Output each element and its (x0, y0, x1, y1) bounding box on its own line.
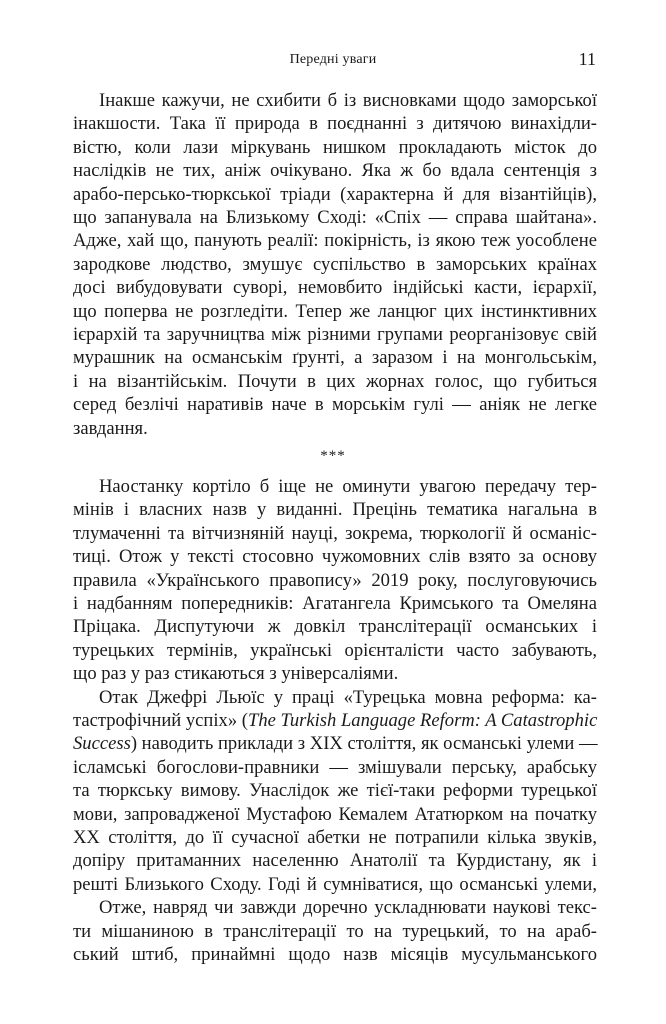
text-line: мінів і власних назв у виданні. Прецінь тематика нагальна в (73, 499, 597, 520)
text-line: Пріцака. Диспутуючи ж довкіл транслітерації османських і (73, 616, 597, 637)
text-line: ісламські богослови-правники — змішували перську, арабську (73, 757, 597, 778)
text-line: Отже, навряд чи завжди доречно ускладнювати наукові текс- (99, 897, 597, 918)
text-line: Наостанку кортіло б іще не оминути увагою передачу тер- (99, 476, 597, 497)
text-line: що поперва не розгледіти. Тепер же ланцюг цих інстинктивних (73, 301, 597, 322)
page-number: 11 (578, 49, 596, 69)
text-run: ) наводить приклади з XIX століття, як османські улеми — (130, 733, 598, 754)
text-line: завдання. (73, 418, 148, 439)
text-line: допіру притаманних населенню Анатолії та Курдистану, як і (73, 850, 597, 871)
text-line: тлумаченні та вітчизняній науці, зокрема, тюркології й османіс- (73, 523, 597, 544)
text-line: решті Близького Сходу. Годі й сумніватися, що османські улеми, (73, 874, 597, 895)
text-line: досі вибудовувати суворі, немовбито індійські касти, ієрархії, (73, 277, 597, 298)
text-line: турецьких термінів, українські орієнталісти часто забувають, (73, 640, 597, 661)
text-line: і надбанням попередників: Агатангела Кримського та Омеляна (73, 593, 597, 614)
text-run: тастрофічний успіх» ( (73, 710, 248, 731)
text-line: XX століття, до її сучасної абетки не потрапили кілька звуків, (73, 827, 597, 848)
text-line (73, 709, 597, 732)
text-line (73, 732, 597, 755)
text-line: ієрархій та заручництва між різними групами реорганізовує свій (73, 324, 597, 345)
text-line: арабо-персько-тюркської тріади (характерна й для візантійців), (73, 184, 597, 205)
text-line: Отак Джефрі Льюїс у праці «Турецька мовна реформа: ка- (99, 687, 597, 708)
text-line: інакшости. Така її природа в поєднанні з дитячою винахідли- (73, 113, 597, 134)
text-line: серед безлічі наративів наче в морськім гулі — аніяк не легке (73, 394, 597, 415)
running-title: Передні уваги (289, 52, 377, 67)
text-line: та тюркську вимову. Унаслідок же тієї-таки реформи турецької (73, 780, 597, 801)
text-line: зародкове людство, змушує суспільство в заморських країнах (73, 254, 597, 275)
text-line: наслідків не тих, аніж очікувано. Яка ж бо вдала сентенція з (73, 160, 597, 181)
text-line: і на візантійськім. Почути в цих жорнах голос, що губиться (73, 371, 597, 392)
text-line: мови, запровадженої Мустафою Кемалем Ататюрком на початку (73, 804, 597, 825)
text-line: Адже, хай що, панують реалії: покірність, із якою теж уособлене (73, 230, 597, 251)
text-line: тиці. Отож у тексті стосовно чужомовних слів взято за основу (73, 546, 597, 567)
text-line: що раз у раз стикаються з універсаліями. (73, 663, 399, 684)
text-line: ти мішаниною в транслітерації то на турецький, то на араб- (73, 921, 597, 942)
text-line: ський штиб, принаймні щодо назв місяців мусульманського (73, 944, 597, 965)
section-divider: *** (320, 448, 346, 464)
text-line: вістю, коли лази міркувань нишком прокладають місток до (73, 137, 597, 158)
text-line: правила «Українського правопису» 2019 року, послуговуючись (73, 570, 597, 591)
italic-title: Success (73, 733, 131, 754)
text-line: що запанувала на Близькому Сході: «Спіх — справа шайтана». (73, 207, 597, 228)
italic-title: The Turkish Language Reform: A Catastrophic (247, 710, 598, 731)
text-line: мурашник на османськім ґрунті, а заразом і на монгольськім, (73, 347, 597, 368)
text-line: Інакше кажучи, не схибити б із висновками щодо заморської (99, 90, 597, 111)
